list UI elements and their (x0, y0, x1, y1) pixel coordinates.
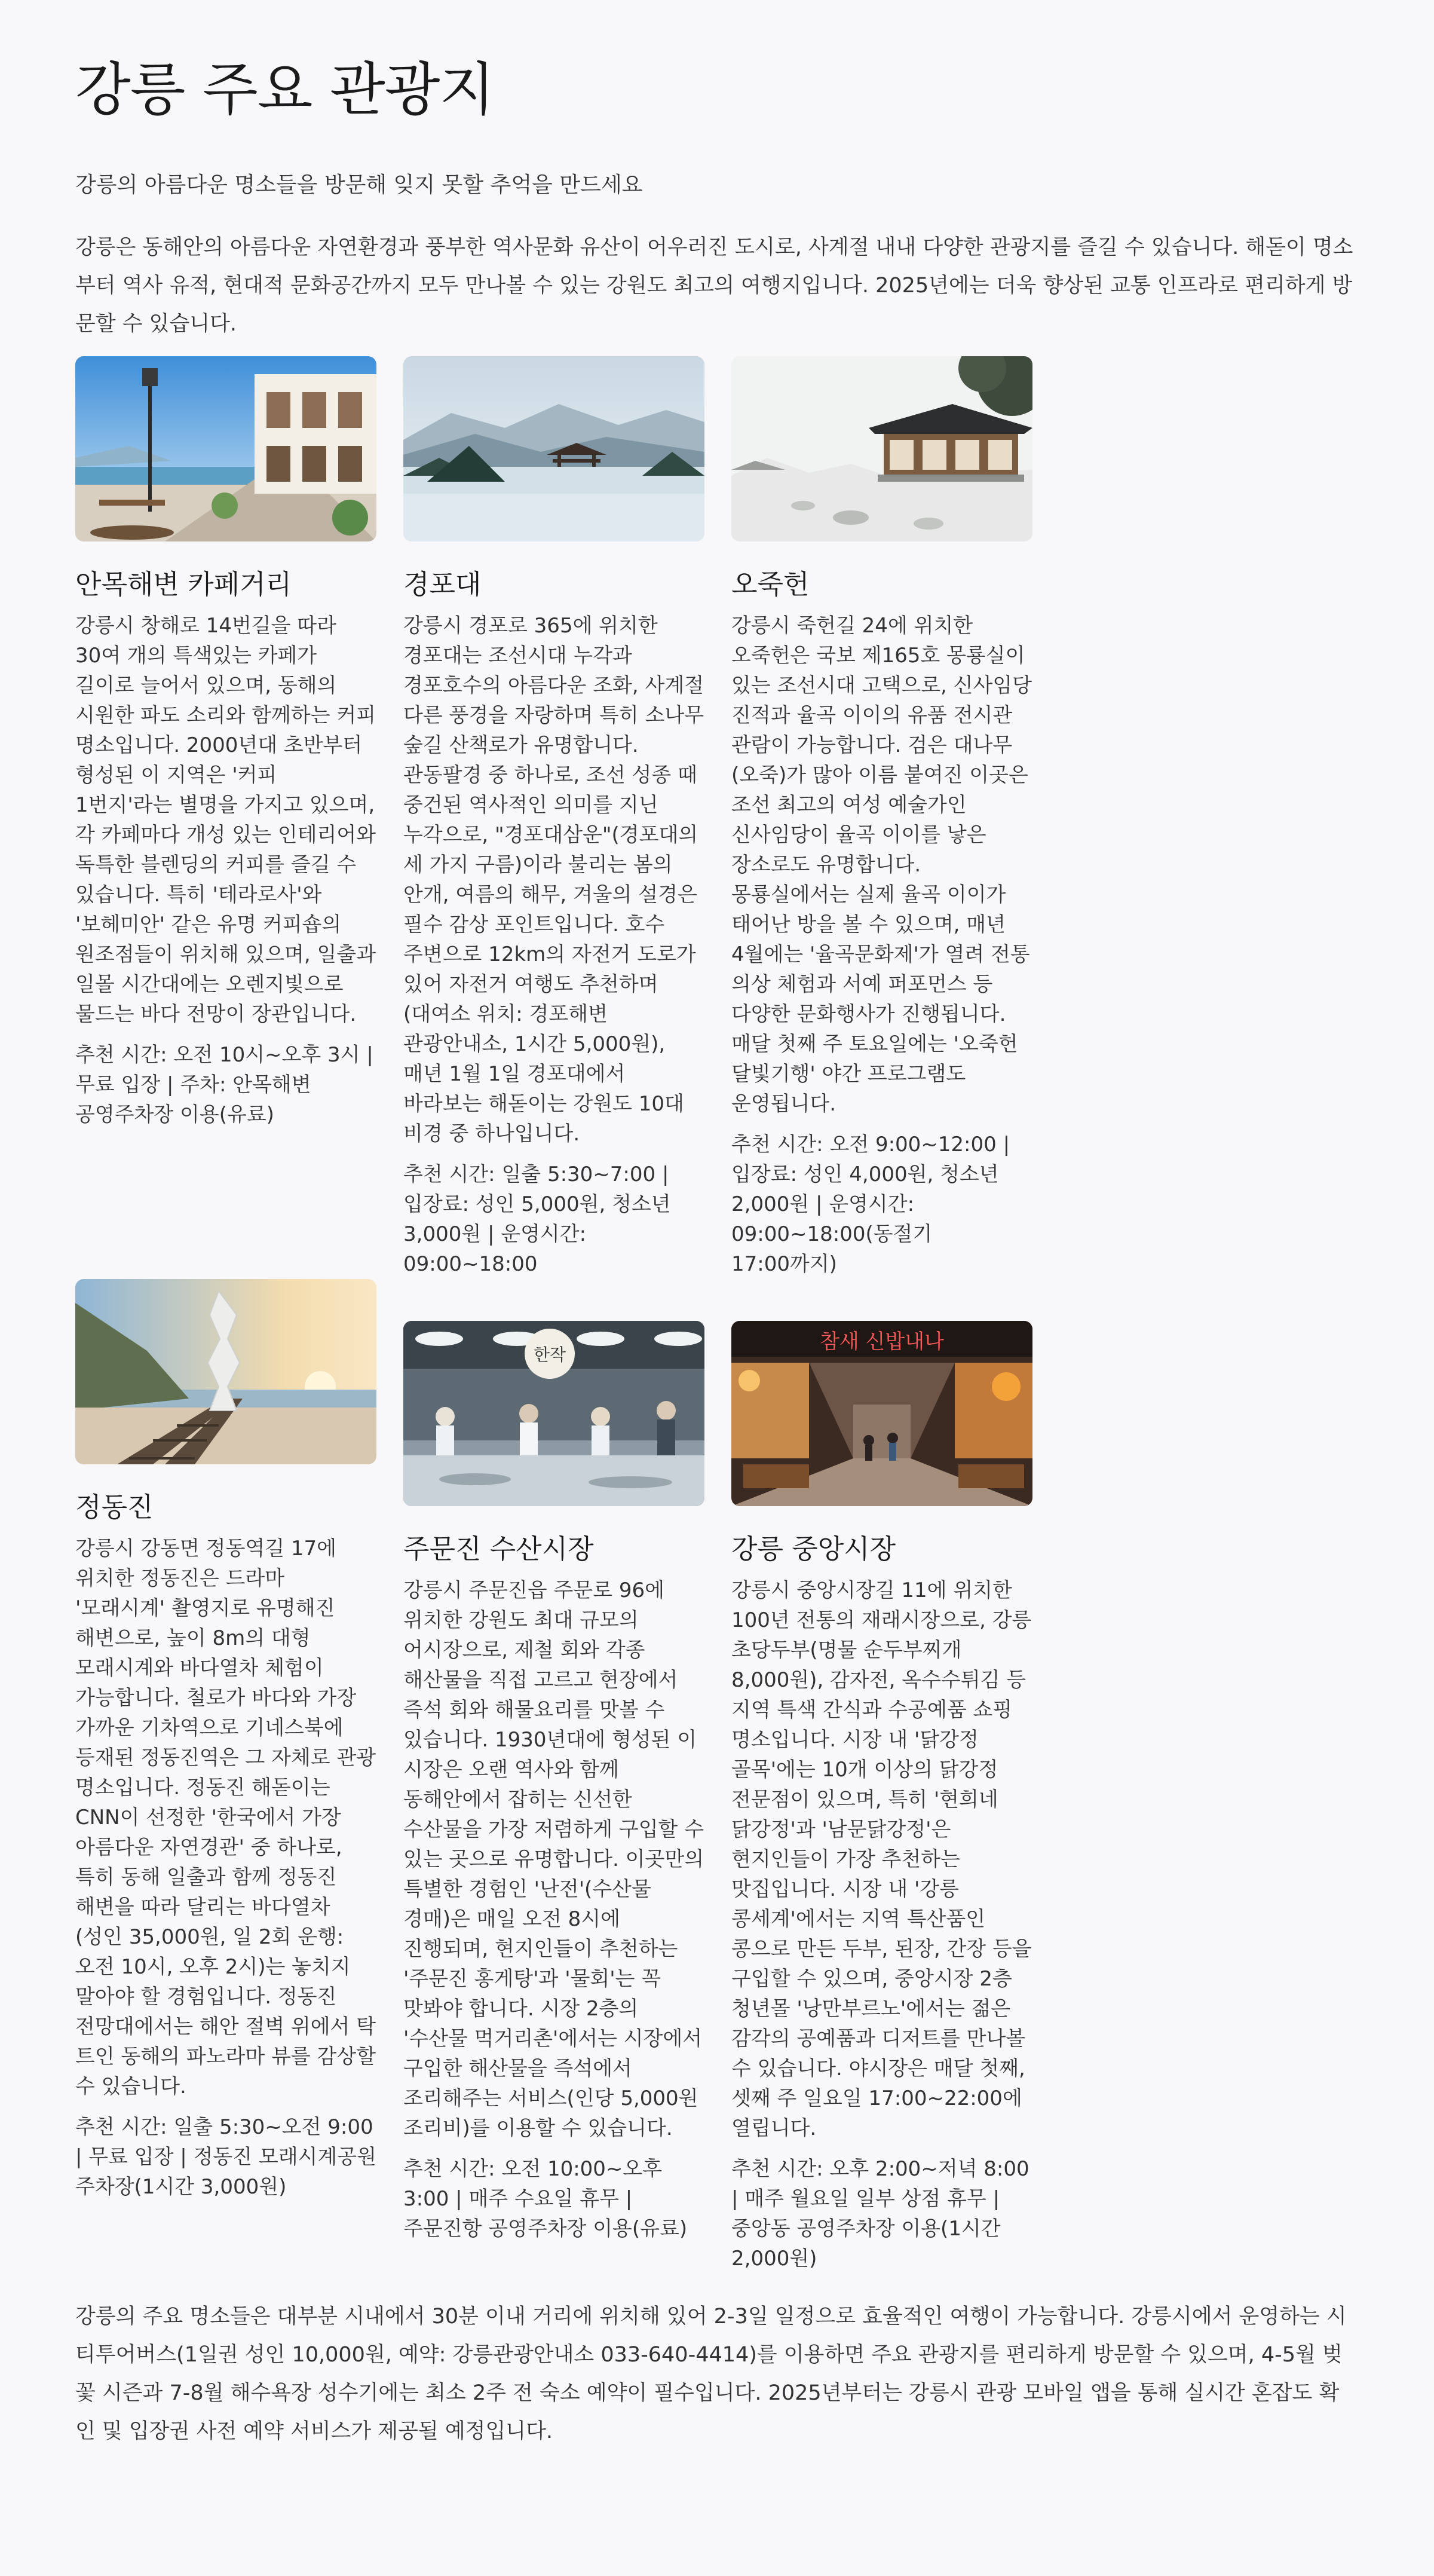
spot-description: 강릉시 죽헌길 24에 위치한 오죽헌은 국보 제165호 몽룡실이 있는 조선시대 고택으로, 신사임당 진적과 율곡 이이의 유품 전시관 관람이 가능합니다. 검은 대나무(오죽)가 많아 이름 붙여진 이곳은 조선 최고의 여성 예술가인 신사임당이 율곡 이이를 낳은 장소로도 유명합니다. 몽룡실에서는 실제 율곡 이이가 태어난 방을 볼 수 있으며, 매년 4월에는 '율곡문화제'가 열려 전통 의상 체험과 서예 퍼포먼스 등 다양한 문화행사가 진행됩니다. 매달 첫째 주 토요일에는 '오죽헌 달빛기행' 야간 프로그램도 운영됩니다. (731, 614, 1032, 1116)
spot-description: 강릉시 창해로 14번길을 따라 30여 개의 특색있는 카페가 길이로 늘어서 있으며, 동해의 시원한 파도 소리와 함께하는 커피 명소입니다. 2000년대 초반부터 형성된 이 지역은 '커피 1번지'라는 별명을 가지고 있으며, 각 카페마다 개성 있는 인테리어와 독특한 블렌딩의 커피를 즐길 수 있습니다. 특히 '테라로사'와 '보헤미안' 같은 유명 커피숍의 원조점들이 위치해 있으며, 일출과 일몰 시간대에는 오렌지빛으로 물드는 바다 전망이 장관입니다. (75, 614, 376, 1026)
spot-title: 경포대 (403, 568, 482, 600)
spot-info: 추천 시간: 오후 2:00~저녁 8:00 | 매주 월요일 일부 상점 휴무 | 중앙동 공영주차장 이용(1시간 2,000원) (731, 2157, 1029, 2271)
spot-title: 정동진 (75, 1491, 154, 1523)
spot-card (403, 356, 704, 1279)
spot-description: 강릉시 강동면 정동역길 17에 위치한 정동진은 드라마 '모래시계' 촬영지로 유명해진 해변으로, 높이 8m의 대형 모래시계와 바다열차 체험이 가능합니다. 철로가 바다와 가장 가까운 기차역으로 기네스북에 등재된 정동진역은 그 자체로 관광 명소입니다. 정동진 해돋이는 CNN이 선정한 '한국에서 가장 아름다운 자연경관' 중 하나로, 특히 동해 일출과 함께 정동진 해변을 따라 달리는 바다열차(성인 35,000원, 일 2회 운행: 오전 10시, 오후 2시)는 놓치지 말아야 할 경험입니다. 정동진 전망대에서는 해안 절벽 위에서 탁 트인 동해의 파노라마 뷰를 감상할 수 있습니다. (75, 1537, 376, 2098)
spot-description: 강릉시 경포로 365에 위치한 경포대는 조선시대 누각과 경포호수의 아름다운 조화, 사계절 다른 풍경을 자랑하며 특히 소나무 숲길 산책로가 유명합니다. 관동팔경 중 하나로, 조선 성종 때 중건된 역사적인 의미를 지닌 누각으로, "경포대삼운"(경포대의 세 가지 구름)이라 불리는 봄의 안개, 여름의 해무, 겨울의 설경은 필수 감상 포인트입니다. 호수 주변으로 12km의 자전거 도로가 있어 자전거 여행도 추천하며(대여소 위치: 경포해변 관광안내소, 1시간 5,000원), 매년 1월 1일 경포대에서 바라보는 해돋이는 강원도 10대 비경 중 하나입니다. (403, 614, 704, 1146)
spot-image-jumunjin (403, 1321, 704, 1506)
spot-info: 추천 시간: 일출 5:30~7:00 | 입장료: 성인 5,000원, 청소년 3,000원 | 운영시간: 09:00~18:00 (403, 1162, 671, 1276)
spot-image-gyeongpodae (403, 356, 704, 541)
spot-info: 추천 시간: 오전 10:00~오후 3:00 | 매주 수요일 휴무 | 주문진항 공영주차장 이용(유료) (403, 2157, 688, 2241)
spot-image-central-market (731, 1321, 1032, 1506)
spot-image-ojukheon (731, 356, 1032, 541)
spot-image-anmok (75, 356, 376, 541)
spots-grid (75, 356, 1359, 2274)
spot-info: 추천 시간: 오전 9:00~12:00 | 입장료: 성인 4,000원, 청소년 2,000원 | 운영시간: 09:00~18:00(동절기 17:00까지) (731, 1133, 1010, 1276)
spot-description: 강릉시 중앙시장길 11에 위치한 100년 전통의 재래시장으로, 강릉 초당두부(명물 순두부찌개 8,000원), 감자전, 옥수수튀김 등 지역 특색 간식과 수공예품 쇼핑 명소입니다. 시장 내 '닭강정 골목'에는 10개 이상의 닭강정 전문점이 있으며, 특히 '현희네 닭강정'과 '남문닭강정'은 현지인들이 가장 추천하는 맛집입니다. 시장 내 '강릉 콩세계'에서는 지역 특산품인 콩으로 만든 두부, 된장, 간장 등을 구입할 수 있으며, 중앙시장 2층 청년몰 '낭만부르노'에서는 젊은 감각의 공예품과 디저트를 만나볼 수 있습니다. 야시장은 매달 첫째, 셋째 주 일요일 17:00~22:00에 열립니다. (731, 1578, 1032, 2140)
spot-description: 강릉시 주문진읍 주문로 96에 위치한 강원도 최대 규모의 어시장으로, 제철 회와 각종 해산물을 직접 고르고 현장에서 즉석 회와 해물요리를 맛볼 수 있습니다. 1930년대에 형성된 이 시장은 오랜 역사와 함께 동해안에서 잡히는 신선한 수산물을 가장 저렴하게 구입할 수 있는 곳으로 유명합니다. 이곳만의 특별한 경험인 '난전'(수산물 경매)은 매일 오전 8시에 진행되며, 현지인들이 추천하는 '주문진 홍게탕'과 '물회'는 꼭 맛봐야 합니다. 시장 2층의 '수산물 먹거리촌'에서는 시장에서 구입한 해산물을 즉석에서 조리해주는 서비스(인당 5,000원 조리비)를 이용할 수 있습니다. (403, 1578, 704, 2140)
spot-card (75, 1279, 376, 2274)
market-sign-text: 참새 신밥내나 (820, 1330, 944, 1354)
market-sign-text: 한작 (533, 1345, 566, 1365)
page-title: 강릉 주요 관광지 (75, 56, 495, 123)
spot-card (731, 356, 1032, 1279)
spot-card (403, 1321, 704, 2274)
spot-info: 추천 시간: 일출 5:30~오전 9:00 | 무료 입장 | 정동진 모래시계공원 주차장(1시간 3,000원) (75, 2115, 376, 2199)
spot-title: 안목해변 카페거리 (75, 568, 292, 600)
footer-paragraph: 강릉의 주요 명소들은 대부분 시내에서 30분 이내 거리에 위치해 있어 2-3일 일정으로 효율적인 여행이 가능합니다. 강릉시에서 운영하는 시티투어버스(1일권 성인 10,000원, 예약: 강릉관광안내소 033-640-4414)를 이용하면 주요 관광지를 편리하게 방문할 수 있으며, 4-5월 벚꽃 시즌과 7-8월 해수욕장 성수기에는 최소 2주 전 숙소 예약이 필수입니다. 2025년부터는 강릉시 관광 모바일 앱을 통해 실시간 혼잡도 확인 및 입장권 사전 예약 서비스가 제공될 예정입니다. (75, 2305, 1347, 2443)
spot-card (731, 1321, 1032, 2274)
spot-title: 오죽헌 (731, 568, 810, 600)
spot-title: 주문진 수산시장 (403, 1533, 594, 1565)
intro-paragraph: 강릉은 동해안의 아름다운 자연환경과 풍부한 역사문화 유산이 어우러진 도시로, 사계절 내내 다양한 관광지를 즐길 수 있습니다. 해돋이 명소부터 역사 유적, 현대적 문화공간까지 모두 만나볼 수 있는 강원도 최고의 여행지입니다. 2025년에는 더욱 향상된 교통 인프라로 편리하게 방문할 수 있습니다. (75, 235, 1353, 336)
spot-image-jeongdongjin (75, 1279, 376, 1464)
spot-title: 강릉 중앙시장 (731, 1533, 896, 1565)
spot-info: 추천 시간: 오전 10시~오후 3시 | 무료 입장 | 주차: 안목해변 공영주차장 이용(유료) (75, 1043, 373, 1127)
spot-card (75, 356, 376, 1279)
page-subtitle: 강릉의 아름다운 명소들을 방문해 잊지 못할 추억을 만드세요 (75, 173, 643, 197)
